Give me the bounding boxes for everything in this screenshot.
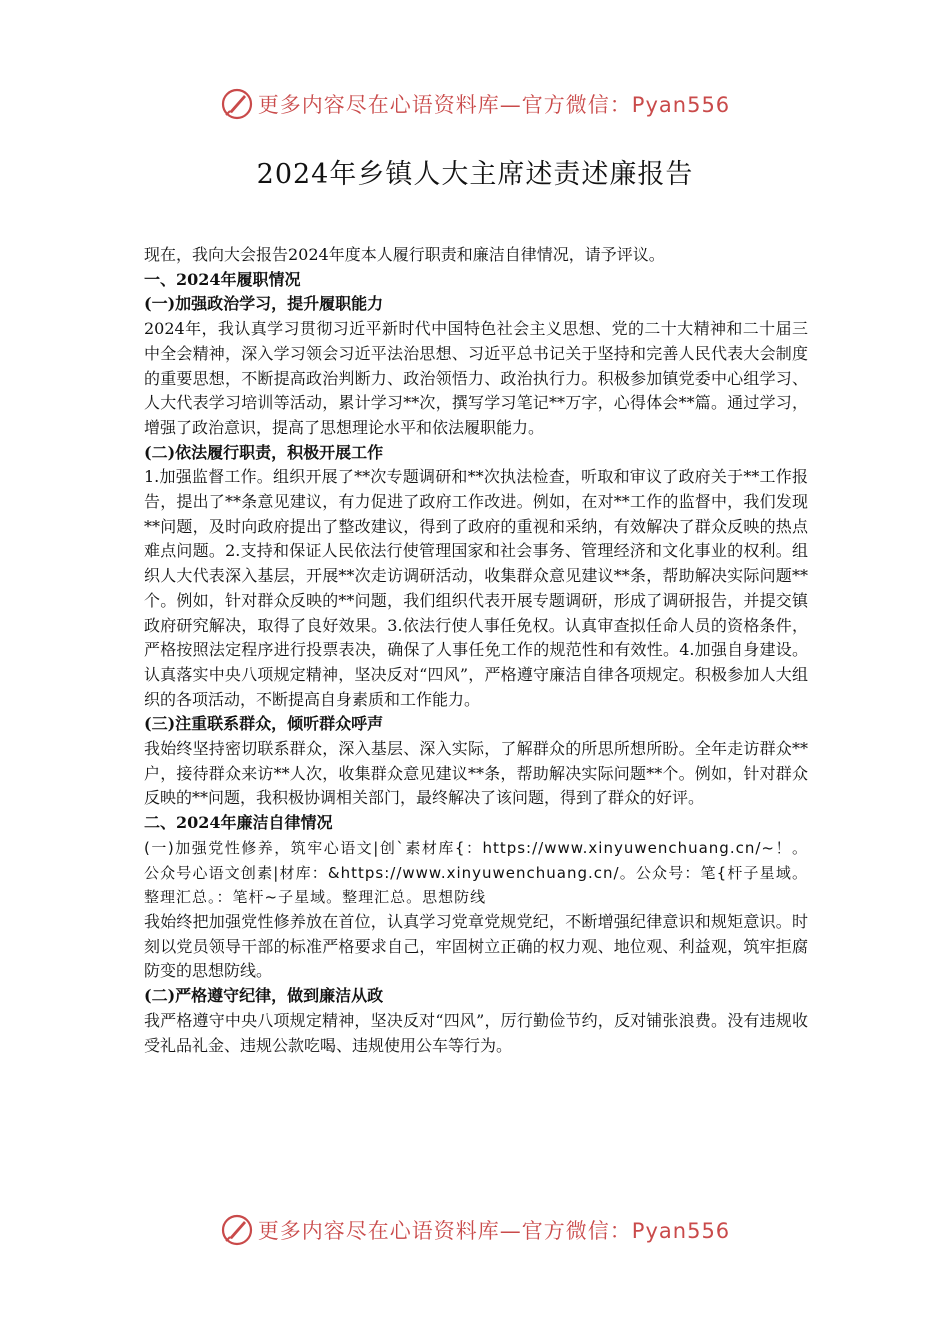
paragraph: 2024年，我认真学习贯彻习近平新时代中国特色社会主义思想、党的二十大精神和二十届三中全会精神，深入学习领会习近平法治思想、习近平总书记关于坚持和完善人民代表大会制度的重要思想，不断提高政治判断力、政治领悟力、政治执行力。积极参加镇党委中心组学习、人大代表学习培训等活动，累计学习**次，撰写学习笔记**万字，心得体会**篇。通过学习，增强了政治意识，提高了思想理论水平和依法履职能力。 (144, 319, 808, 437)
paragraph: 我严格遵守中央八项规定精神，坚决反对“四风”，厉行勤俭节约，反对铺张浪费。没有违规收受礼品礼金、违规公款吃喝、违规使用公车等行为。 (144, 1010, 808, 1055)
subsection-heading: (三)注重联系群众，倾听群众呼声 (144, 714, 384, 734)
quill-logo-icon (220, 1213, 254, 1247)
subsection-heading: (二)严格遵守纪律，做到廉洁从政 (144, 986, 384, 1006)
section-heading: 二、2024年廉洁自律情况 (144, 813, 333, 833)
document-title: 2024年乡镇人大主席述责述廉报告 (256, 159, 694, 190)
paragraph: 1.加强监督工作。组织开展了**次专题调研和**次执法检查，听取和审议了政府关于**工作报告，提出了**条意见建议，有力促进了政府工作改进。例如，在对**工作的监督中，我们发现**问题，及时向政府提出了整改建议，得到了政府的重视和采纳，有效解决了群众反映的热点难点问题。2.支持和保证人民依法行使管理国家和社会事务、管理经济和文化事业的权利。组织人大代表深入基层，开展**次走访调研活动，收集群众意见建议**条，帮助解决实际问题**个。例如，针对群众反映的**问题，我们组织代表开展专题调研，形成了调研报告，并提交镇政府研究解决，取得了良好效果。3.依法行使人事任免权。认真审查拟任命人员的资格条件，严格按照法定程序进行投票表决，确保了人事任免工作的规范性和有效性。4.加强自身建设。认真落实中央八项规定精神，坚决反对“四风”，严格遵守廉洁自律各项规定。积极参加人大组织的各项活动，不断提高自身素质和工作能力。 (144, 467, 808, 709)
paragraph: 我始终坚持密切联系群众，深入基层、深入实际，了解群众的所思所想所盼。全年走访群众**户，接待群众来访**人次，收集群众意见建议**条，帮助解决实际问题**个。例如，针对群众反映的**问题，我积极协调相关部门，最终解决了该问题，得到了群众的好评。 (144, 739, 808, 808)
intro-paragraph: 现在，我向大会报告2024年度本人履行职责和廉洁自律情况，请予评议。 (144, 245, 665, 264)
watermark-text: 更多内容尽在心语资料库—官方微信：Pyan556 (257, 93, 731, 117)
subsection-heading-with-watermark-noise: (一)加强党性修养，筑牢心语文|创`素材库{：https://www.xinyuwenchuang.cn/~！。公众号心语文创素|材库：&https://www.xinyuwenchuang.cn/。公众号：笔{杆子星域。整理汇总。：笔杆~子星域。整理汇总。思想防线 (144, 838, 808, 907)
subsection-heading: (一)加强政治学习，提升履职能力 (144, 294, 384, 314)
section-heading: 一、2024年履职情况 (144, 269, 301, 289)
paragraph: 我始终把加强党性修养放在首位，认真学习党章党规党纪，不断增强纪律意识和规矩意识。时刻以党员领导干部的标准严格要求自己，牢固树立正确的权力观、地位观、利益观，筑牢拒腐防变的思想防线。 (144, 911, 808, 981)
document-body (144, 243, 808, 1058)
watermark-banner-bottom (0, 1210, 950, 1250)
watermark-text: 更多内容尽在心语资料库—官方微信：Pyan556 (257, 1219, 731, 1243)
quill-logo-icon (220, 87, 254, 121)
subsection-heading: (二)依法履行职责，积极开展工作 (144, 442, 384, 462)
watermark-banner-top (0, 84, 950, 124)
